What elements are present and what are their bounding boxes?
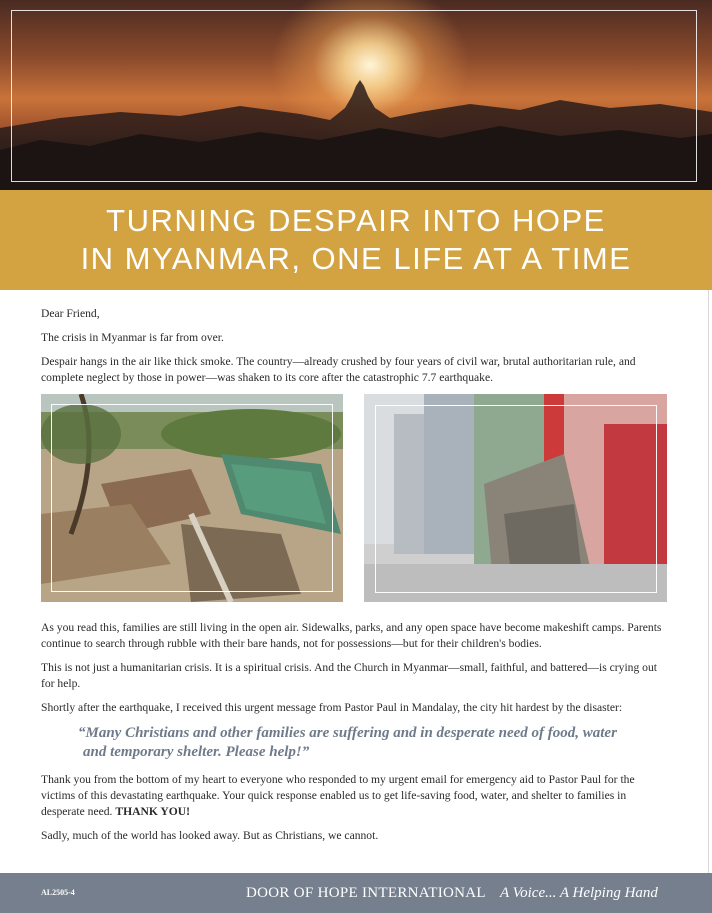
title-line-1: TURNING DESPAIR INTO HOPE <box>106 203 606 238</box>
footer-bar <box>0 873 712 913</box>
paragraph-2: Despair hangs in the air like thick smoke. The country—already crushed by four years of civil war, brutal authoritarian rule, and complete neglect by those in power—was shaken to its core after the catastrophic 7.7 earthquake. <box>41 355 636 384</box>
page-edge-line <box>708 290 709 873</box>
greeting: Dear Friend, <box>41 307 100 320</box>
quote-line-2: and temporary shelter. Please help!” <box>83 744 310 760</box>
thank-you-bold: THANK YOU! <box>115 805 190 818</box>
paragraph-5: Shortly after the earthquake, I received this urgent message from Pastor Paul in Mandalay, the city hit hardest by the disaster: <box>41 701 623 714</box>
document-code: AL2505-4 <box>41 888 75 897</box>
photo-collapsed-houses <box>41 394 343 602</box>
letter-body <box>41 306 669 852</box>
paragraph-6-text: Thank you from the bottom of my heart to everyone who responded to my urgent email for emergency aid to Pastor Paul for the victims of this devastating earthquake. Your quick response enabled us to get life-saving food, water, and shelter to families in desperate need. <box>41 773 635 818</box>
hero-frame <box>11 10 697 182</box>
quote-line-1: “Many Christians and other families are suffering and in desperate need of food, water <box>78 725 617 741</box>
paragraph-1: The crisis in Myanmar is far from over. <box>41 331 224 344</box>
pastor-quote <box>78 724 669 762</box>
title-banner <box>0 190 712 290</box>
paragraph-7: Sadly, much of the world has looked away. But as Christians, we cannot. <box>41 829 379 842</box>
photo-collapsed-buildings <box>364 394 667 602</box>
photo-frame <box>375 405 657 593</box>
paragraph-4: This is not just a humanitarian crisis. It is a spiritual crisis. And the Church in Myanmar—small, faithful, and battered—is crying out for help. <box>41 661 657 690</box>
hero-sunset-image <box>0 0 712 190</box>
photo-row <box>41 394 669 602</box>
paragraph-3: As you read this, families are still living in the open air. Sidewalks, parks, and any open space have become makeshift camps. Parents continue to search through rubble with their bare hands, not for possessions—but for their children's bodies. <box>41 621 662 650</box>
organization-name: DOOR OF HOPE INTERNATIONAL <box>246 885 486 901</box>
photo-frame <box>51 404 333 592</box>
title-line-2: IN MYANMAR, ONE LIFE AT A TIME <box>80 241 632 276</box>
tagline: A Voice... A Helping Hand <box>500 885 658 901</box>
paragraph-6 <box>41 772 669 820</box>
